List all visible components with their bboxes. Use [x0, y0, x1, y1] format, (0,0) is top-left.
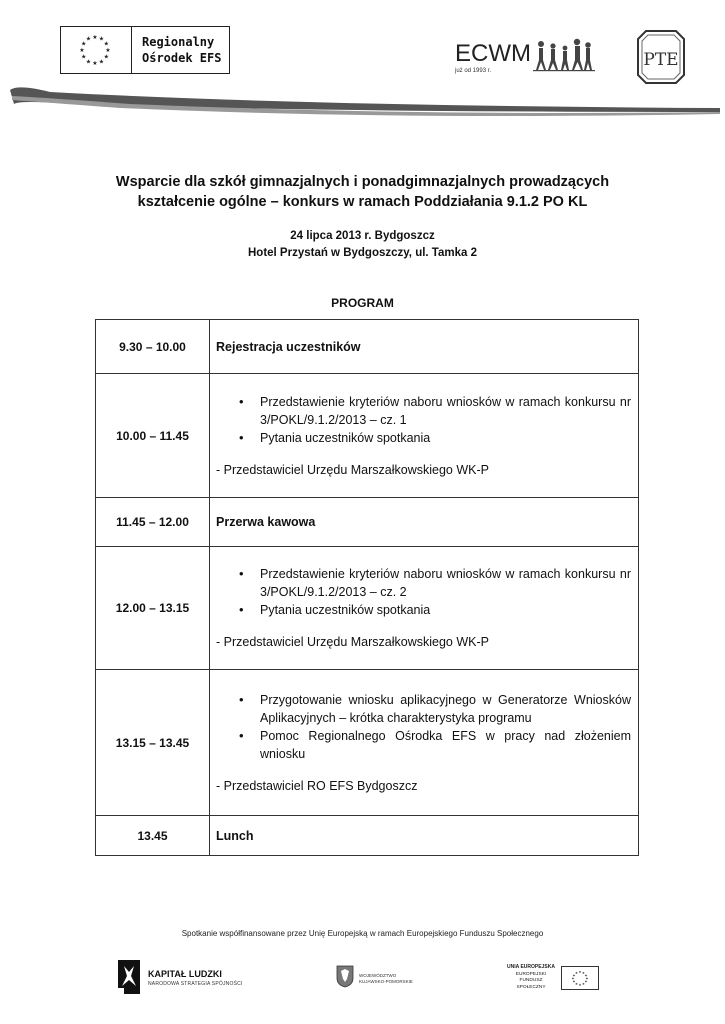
ro-logo-line1: Regionalny: [142, 35, 215, 49]
pte-logo: [636, 29, 686, 85]
table-row: [96, 816, 639, 856]
row-presenter: - Przedstawiciel Urzędu Marszałkowskiego WK-P: [216, 635, 489, 649]
document-title: [60, 172, 665, 212]
svg-text:★: ★: [79, 47, 85, 54]
svg-text:★: ★: [578, 970, 582, 974]
wojewodztwo-logo: [335, 964, 415, 988]
svg-text:★: ★: [584, 973, 588, 978]
event-date: 24 lipca 2013 r. Bydgoszcz: [290, 230, 435, 242]
row-title: Lunch: [216, 828, 254, 843]
list-item: • Przedstawienie kryteriów naboru wniosków w ramach konkursu nr 3/POKL/9.1.2/2013 – cz. 2: [260, 565, 631, 601]
svg-text:★: ★: [105, 47, 111, 54]
row-time: 13.45: [96, 816, 210, 856]
list-item: • Przedstawienie kryteriów naboru wniosków w ramach konkursu nr 3/POKL/9.1.2/2013 – cz. 1: [260, 393, 631, 429]
svg-text:★: ★: [571, 976, 575, 981]
svg-text:★: ★: [98, 58, 105, 66]
ecwm-tagline: już od 1993 r.: [455, 68, 492, 74]
svg-text:★: ★: [103, 40, 109, 48]
kl-subtitle: NARODOWA STRATEGIA SPÓJNOŚCI: [148, 981, 243, 987]
list-item: • Pytania uczestników spotkania: [260, 601, 631, 619]
row-time: 11.45 – 12.00: [96, 498, 210, 547]
woj-line2: KUJAWSKO-POMORSKIE: [359, 979, 413, 984]
table-row: [96, 320, 639, 374]
svg-text:★: ★: [581, 971, 586, 975]
ue-line3: FUNDUSZ SPOŁECZNY: [516, 978, 546, 990]
svg-text:★: ★: [578, 983, 582, 987]
svg-text:★: ★: [92, 60, 98, 67]
ecwm-logo: [455, 38, 595, 80]
table-row: [96, 498, 639, 547]
svg-text:★: ★: [98, 35, 105, 43]
row-time: 12.00 – 13.15: [96, 547, 210, 670]
svg-text:★: ★: [581, 982, 586, 986]
row-time: 13.15 – 13.45: [96, 670, 210, 816]
woj-line1: WOJEWÓDZTWO: [359, 973, 397, 978]
svg-text:★: ★: [81, 40, 87, 48]
svg-text:★: ★: [574, 971, 579, 975]
list-item: • Pytania uczestników spotkania: [260, 429, 631, 447]
program-table: [95, 319, 639, 856]
title-line1: Wsparcie dla szkół gimnazjalnych i ponadgimnazjalnych prowadzących: [115, 174, 610, 190]
eu-stars-icon: [61, 27, 132, 73]
ro-logo-line2: Ośrodek EFS: [142, 51, 222, 65]
kl-title: KAPITAŁ LUDZKI: [148, 969, 222, 979]
ue-line2: EUROPEJSKI: [515, 971, 547, 977]
row-items: [216, 393, 631, 447]
people-figures-icon: [533, 38, 595, 74]
svg-text:★: ★: [81, 53, 87, 61]
row-time: 10.00 – 11.45: [96, 374, 210, 498]
svg-text:★: ★: [584, 979, 588, 984]
kapital-ludzki-logo: [114, 956, 244, 996]
svg-text:★: ★: [574, 982, 579, 986]
regionalny-osrodek-efs-logo: [60, 26, 230, 74]
pte-mark: PTE: [643, 50, 679, 70]
row-items: [216, 691, 631, 763]
event-details: [60, 228, 665, 262]
row-title: Przerwa kawowa: [216, 515, 316, 529]
ue-line1: UNIA EUROPEJSKA: [507, 964, 555, 970]
table-row: [96, 670, 639, 816]
coat-of-arms-icon: [335, 964, 355, 988]
svg-text:★: ★: [85, 58, 92, 66]
svg-text:★: ★: [572, 979, 576, 984]
row-presenter: - Przedstawiciel RO EFS Bydgoszcz: [216, 778, 418, 793]
table-row: [96, 374, 639, 498]
svg-text:★: ★: [85, 35, 92, 43]
title-line2: kształcenie ogólne – konkurs w ramach Poddziałania 9.1.2 PO KL: [137, 194, 588, 210]
row-title: Rejestracja uczestników: [216, 339, 361, 354]
table-row: [96, 547, 639, 670]
program-heading: PROGRAM: [331, 296, 394, 310]
svg-text:★: ★: [103, 53, 109, 61]
list-item: • Przygotowanie wniosku aplikacyjnego w Generatorze Wniosków Aplikacyjnych – krótka charakterystyka programu: [260, 691, 631, 727]
cofinancing-note: Spotkanie współfinansowane przez Unię Europejską w ramach Europejskiego Funduszu Społecznego: [181, 929, 544, 938]
header-swoosh-decoration: [10, 82, 720, 122]
row-items: [216, 565, 631, 619]
eu-flag-icon: [561, 966, 599, 990]
row-presenter: - Przedstawiciel Urzędu Marszałkowskiego WK-P: [216, 462, 489, 477]
svg-text:★: ★: [92, 34, 98, 41]
svg-text:★: ★: [585, 976, 589, 981]
svg-text:★: ★: [572, 973, 576, 978]
kapital-ludzki-emblem-icon: [114, 958, 144, 996]
list-item: • Pomoc Regionalnego Ośrodka EFS w pracy nad złożeniem wniosku: [260, 727, 631, 763]
ecwm-name: ECWM: [455, 40, 531, 67]
row-time: 9.30 – 10.00: [96, 320, 210, 374]
eu-efs-logo: [505, 964, 600, 992]
event-venue: Hotel Przystań w Bydgoszczy, ul. Tamka 2: [247, 247, 477, 259]
